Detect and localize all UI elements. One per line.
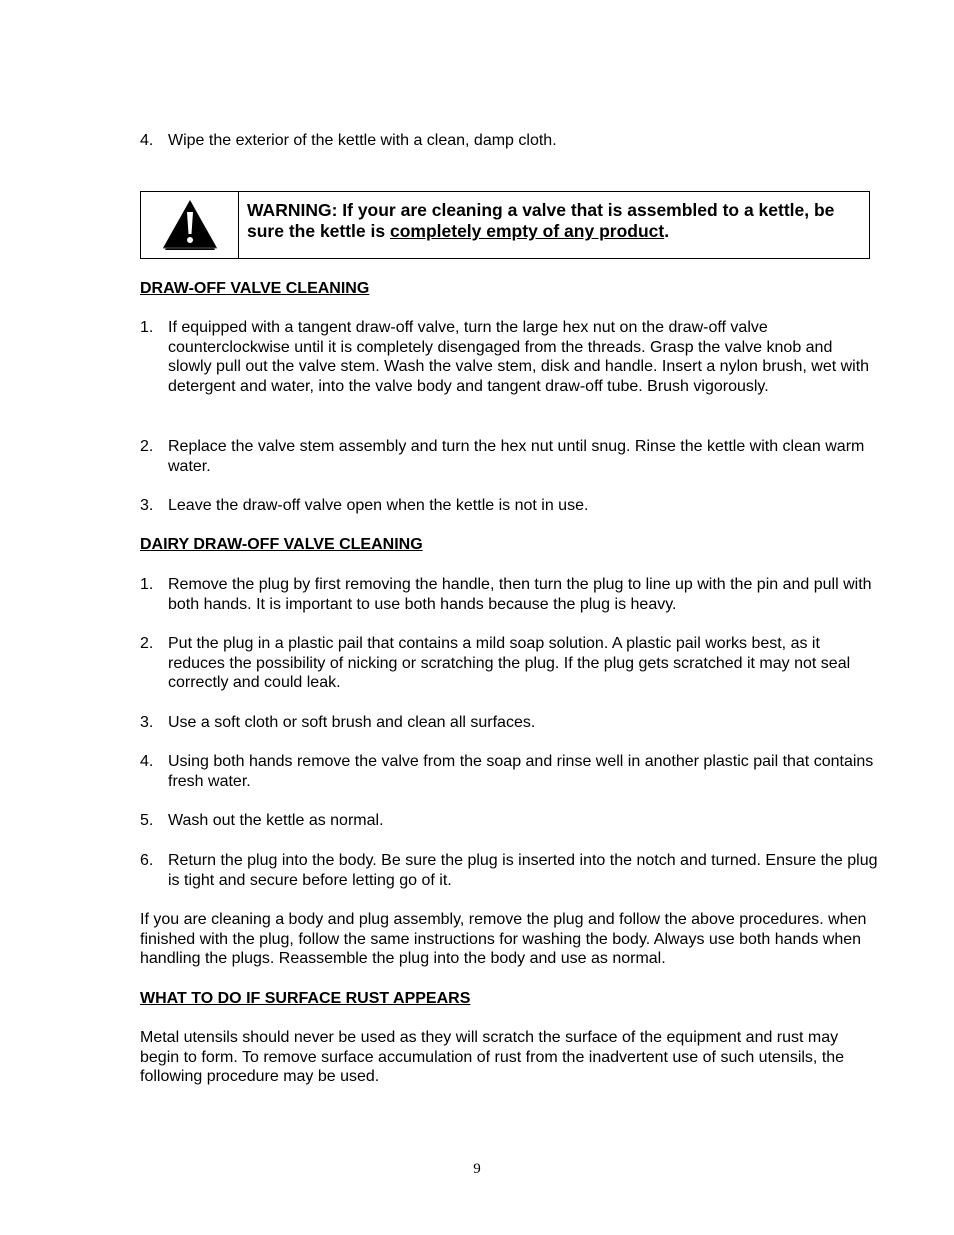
item-text: Using both hands remove the valve from the soap and rinse well in another plastic pail that contains fresh water. xyxy=(168,753,874,790)
item-text: Replace the valve stem assembly and turn the hex nut until snug. Rinse the kettle with clean warm water. xyxy=(168,438,865,475)
section-heading-draw-off: DRAW-OFF VALVE CLEANING xyxy=(140,280,370,297)
warning-text-after: . xyxy=(664,221,670,241)
item-number: 2. xyxy=(140,635,154,652)
section-heading-dairy: DAIRY DRAW-OFF VALVE CLEANING xyxy=(140,536,423,553)
item-number: 4. xyxy=(140,753,154,770)
body-paragraph: Metal utensils should never be used as they will scratch the surface of the equipment and rust may begin to form. To remove surface accumulation of rust from the inadvertent use of such utensils, the following procedure may be used. xyxy=(140,1029,845,1086)
warning-text xyxy=(247,200,867,242)
item-text: Wash out the kettle as normal. xyxy=(168,812,384,829)
item-number: 1. xyxy=(140,319,154,336)
item-text: Wipe the exterior of the kettle with a clean, damp cloth. xyxy=(168,132,557,149)
page-number: 9 xyxy=(473,1161,481,1177)
item-text: Use a soft cloth or soft brush and clean all surfaces. xyxy=(168,714,536,731)
section-heading-rust: WHAT TO DO IF SURFACE RUST APPEARS xyxy=(140,990,471,1007)
warning-text-underlined: completely empty of any product xyxy=(389,221,665,241)
warning-icon-cell xyxy=(141,192,239,258)
item-number: 6. xyxy=(140,852,154,869)
item-text: Return the plug into the body. Be sure the plug is inserted into the notch and turned. Ensure the plug is tight and secure before letting go of it. xyxy=(168,852,878,889)
item-text: Remove the plug by first removing the handle, then turn the plug to line up with the pin and pull with both hands. It is important to use both hands because the plug is heavy. xyxy=(168,576,872,613)
item-number: 3. xyxy=(140,497,154,514)
item-number: 4. xyxy=(140,132,154,149)
item-text: Leave the draw-off valve open when the kettle is not in use. xyxy=(168,497,589,514)
item-text: Put the plug in a plastic pail that contains a mild soap solution. A plastic pail works best, as it reduces the possibility of nicking or scratching the plug. If the plug gets scratched it may not seal correctly and could leak. xyxy=(168,635,851,692)
body-paragraph: If you are cleaning a body and plug assembly, remove the plug and follow the above procedures. when finished with the plug, follow the same instructions for washing the body. Always use both hands when handling the plugs. Reassemble the plug into the body and use as normal. xyxy=(140,911,867,968)
item-number: 2. xyxy=(140,438,154,455)
item-number: 1. xyxy=(140,576,154,593)
warning-text-before: WARNING: If your are cleaning a valve that is assembled to a kettle, be sure the kettle is xyxy=(247,200,835,241)
warning-box xyxy=(140,191,870,259)
item-number: 3. xyxy=(140,714,154,731)
warning-triangle-icon xyxy=(160,198,220,254)
item-text: If equipped with a tangent draw-off valve, turn the large hex nut on the draw-off valve counterclockwise until it is completely disengaged from the threads. Grasp the valve knob and slowly pull out the valve stem. Wash the valve stem, disk and handle. Insert a nylon brush, wet with detergent and water, into the valve body and tangent draw-off tube. Brush vigorously. xyxy=(168,319,870,395)
item-number: 5. xyxy=(140,812,154,829)
